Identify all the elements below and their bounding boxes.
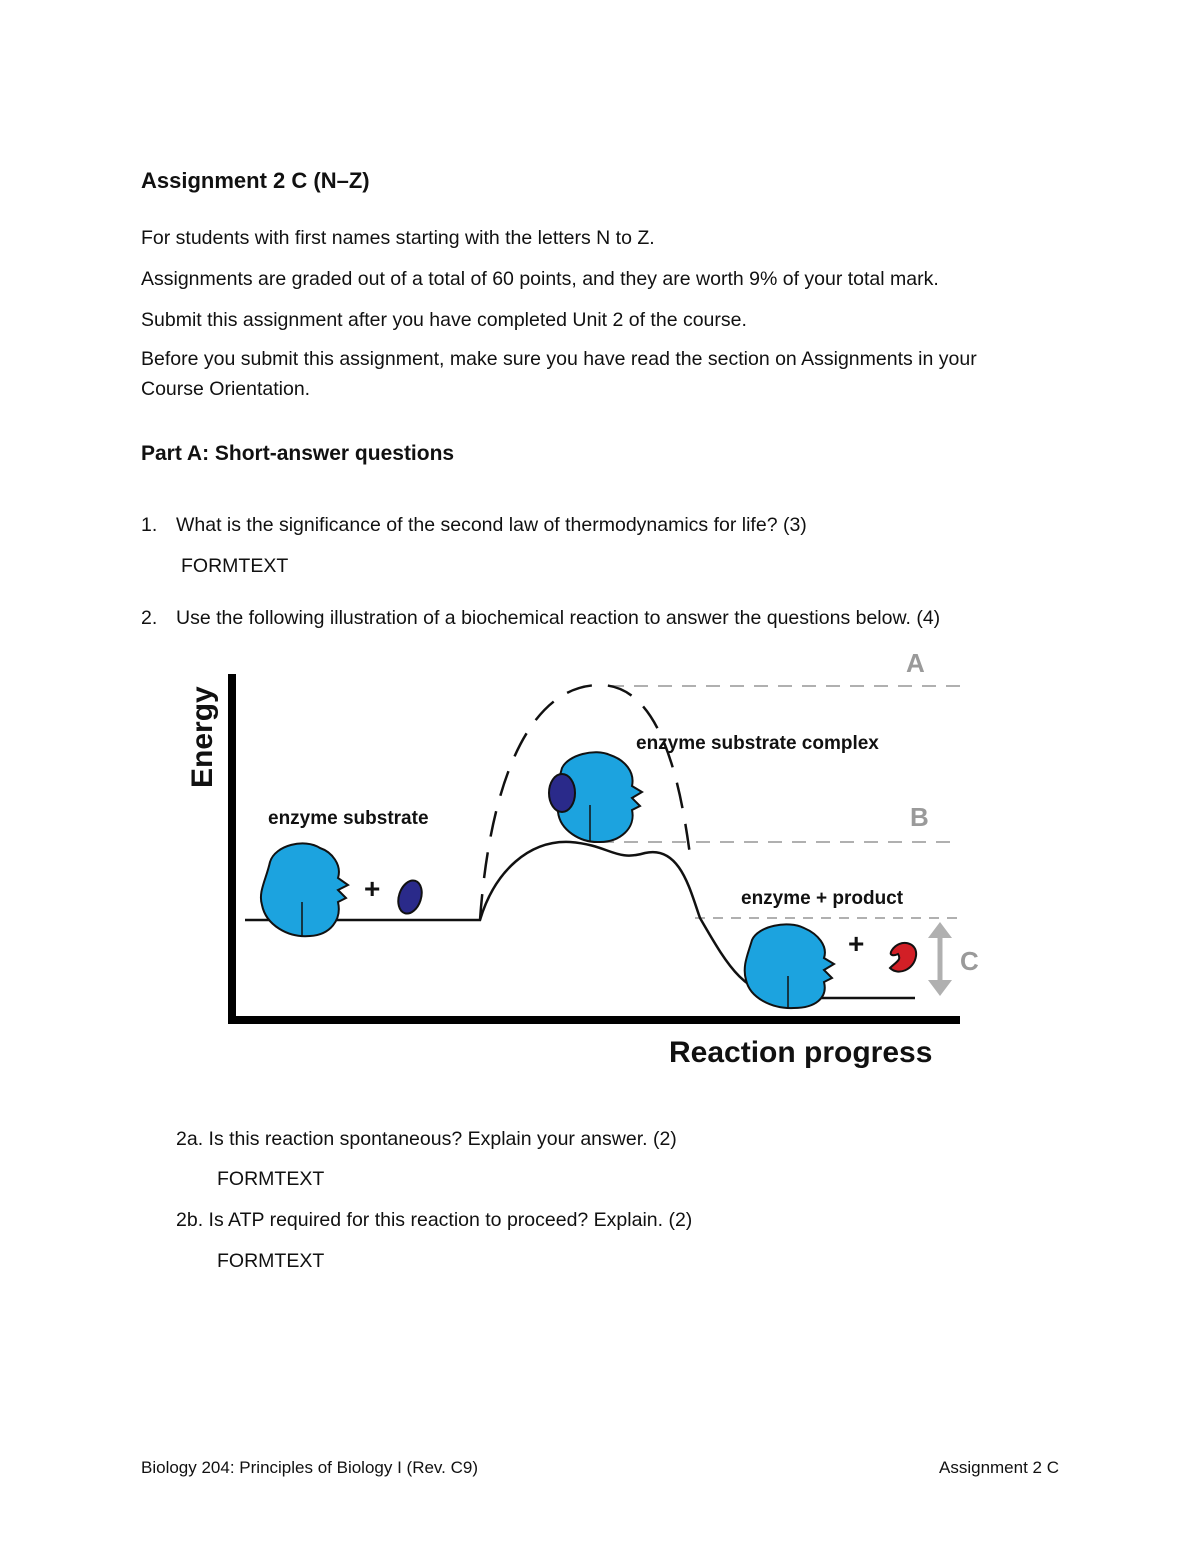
enzyme-substrate-complex-icon xyxy=(549,752,642,842)
letter-a: A xyxy=(906,648,925,678)
complex-label: enzyme substrate complex xyxy=(636,733,879,754)
plus-sign-2: + xyxy=(848,928,865,959)
enzyme-icon-after xyxy=(745,924,834,1008)
question-2b-answer-field[interactable]: FORMTEXT xyxy=(217,1250,325,1272)
y-axis-label: Energy xyxy=(186,686,219,788)
plus-sign-1: + xyxy=(364,873,381,904)
substrate-icon xyxy=(394,877,425,916)
x-axis-label: Reaction progress xyxy=(669,1036,933,1069)
question-2-text: Use the following illustration of a biochemical reaction to answer the questions below. (4) xyxy=(176,607,941,629)
intro-line-eligibility: For students with first names starting with the letters N to Z. xyxy=(141,227,655,249)
energy-diagram xyxy=(170,640,1000,1080)
energy-difference-arrow xyxy=(928,922,952,996)
intro-line-orientation: Before you submit this assignment, make sure you have read the section on Assignments in your Course Orientation. xyxy=(141,348,977,400)
question-1-text: What is the significance of the second law of thermodynamics for life? (3) xyxy=(176,514,807,536)
enzyme-product-label: enzyme + product xyxy=(741,888,904,909)
intro-line-grading: Assignments are graded out of a total of 60 points, and they are worth 9% of your total mark. xyxy=(141,268,939,290)
footer-course-name: Biology 204: Principles of Biology I (Rev. C9) xyxy=(141,1458,479,1477)
question-2a-answer-field[interactable]: FORMTEXT xyxy=(217,1168,325,1190)
assignment-title: Assignment 2 C (N–Z) xyxy=(141,168,370,193)
part-a-heading: Part A: Short-answer questions xyxy=(141,442,455,465)
product-icon xyxy=(890,943,916,972)
letter-b: B xyxy=(910,802,929,832)
question-1-answer-field[interactable]: FORMTEXT xyxy=(181,555,289,577)
intro-line-submit: Submit this assignment after you have completed Unit 2 of the course. xyxy=(141,309,747,331)
enzyme-icon xyxy=(261,843,348,936)
letter-c: C xyxy=(960,946,979,976)
footer-assignment-name: Assignment 2 C xyxy=(939,1458,1059,1477)
question-1-number: 1. xyxy=(141,514,158,536)
enzyme-substrate-label: enzyme substrate xyxy=(268,808,429,829)
question-2a-text: 2a. Is this reaction spontaneous? Explain your answer. (2) xyxy=(176,1128,677,1150)
question-2b-text: 2b. Is ATP required for this reaction to proceed? Explain. (2) xyxy=(176,1209,693,1231)
question-2-number: 2. xyxy=(141,607,158,629)
